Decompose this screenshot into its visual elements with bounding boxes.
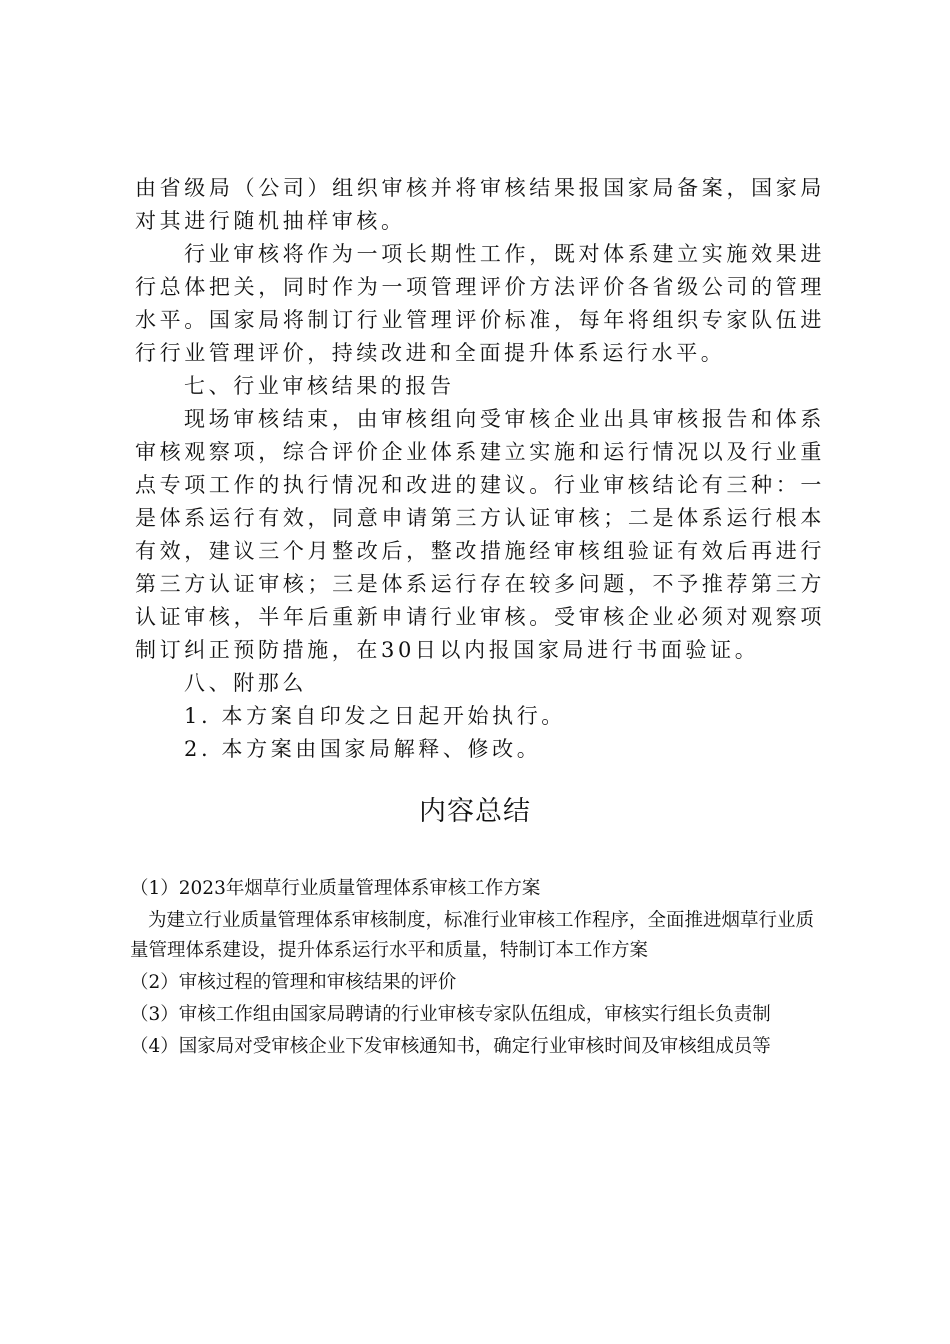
section-heading-audit-report: 七、行业审核结果的报告 <box>184 374 455 398</box>
appendix-item-2: 2. 本方案由国家局解释、修改。 <box>184 737 542 761</box>
summary-title: 内容总结 <box>419 796 531 827</box>
summary-item-1-detail: 为建立行业质量管理体系审核制度，标准行业审核工作程序，全面推进烟草行业质量管理体系建设，提升体系运行水平和质量，特制订本工作方案 <box>130 910 815 961</box>
summary-item-4: （4）国家局对受审核企业下发审核通知书，确定行业审核时间及审核组成员等 <box>130 1036 771 1057</box>
paragraph-filing: 由省级局（公司）组织审核并将审核结果报国家局备案，国家局对其进行随机抽样审核。 <box>135 176 825 233</box>
summary-item-2: （2）审核过程的管理和审核结果的评价 <box>130 972 457 993</box>
appendix-item-1: 1. 本方案自印发之日起开始执行。 <box>184 704 566 728</box>
document-body <box>135 172 825 766</box>
summary-list <box>130 874 830 1064</box>
summary-item-1: （1）2023年烟草行业质量管理体系审核工作方案 <box>130 878 541 899</box>
summary-item-3: （3）审核工作组由国家局聘请的行业审核专家队伍组成，审核实行组长负责制 <box>130 1004 771 1025</box>
paragraph-audit-conclusion: 现场审核结束，由审核组向受审核企业出具审核报告和体系审核观察项，综合评价企业体系建立实施和运行情况以及行业重点专项工作的执行情况和改进的建议。行业审核结论有三种：一是体系运行有效，同意申请第三方认证审核；二是体系运行根本有效，建议三个月整改后，整改措施经审核组验证有效后再进行第三方认证审核；三是体系运行存在较多问题，不予推荐第三方认证审核，半年后重新申请行业审核。受审核企业必须对观察项制订纠正预防措施，在30日以内报国家局进行书面验证。 <box>135 407 825 662</box>
section-heading-appendix: 八、附那么 <box>184 671 307 695</box>
paragraph-long-term-audit: 行业审核将作为一项长期性工作，既对体系建立实施效果进行总体把关，同时作为一项管理评价方法评价各省级公司的管理水平。国家局将制订行业管理评价标准，每年将组织专家队伍进行行业管理评价，持续改进和全面提升体系运行水平。 <box>135 242 825 365</box>
